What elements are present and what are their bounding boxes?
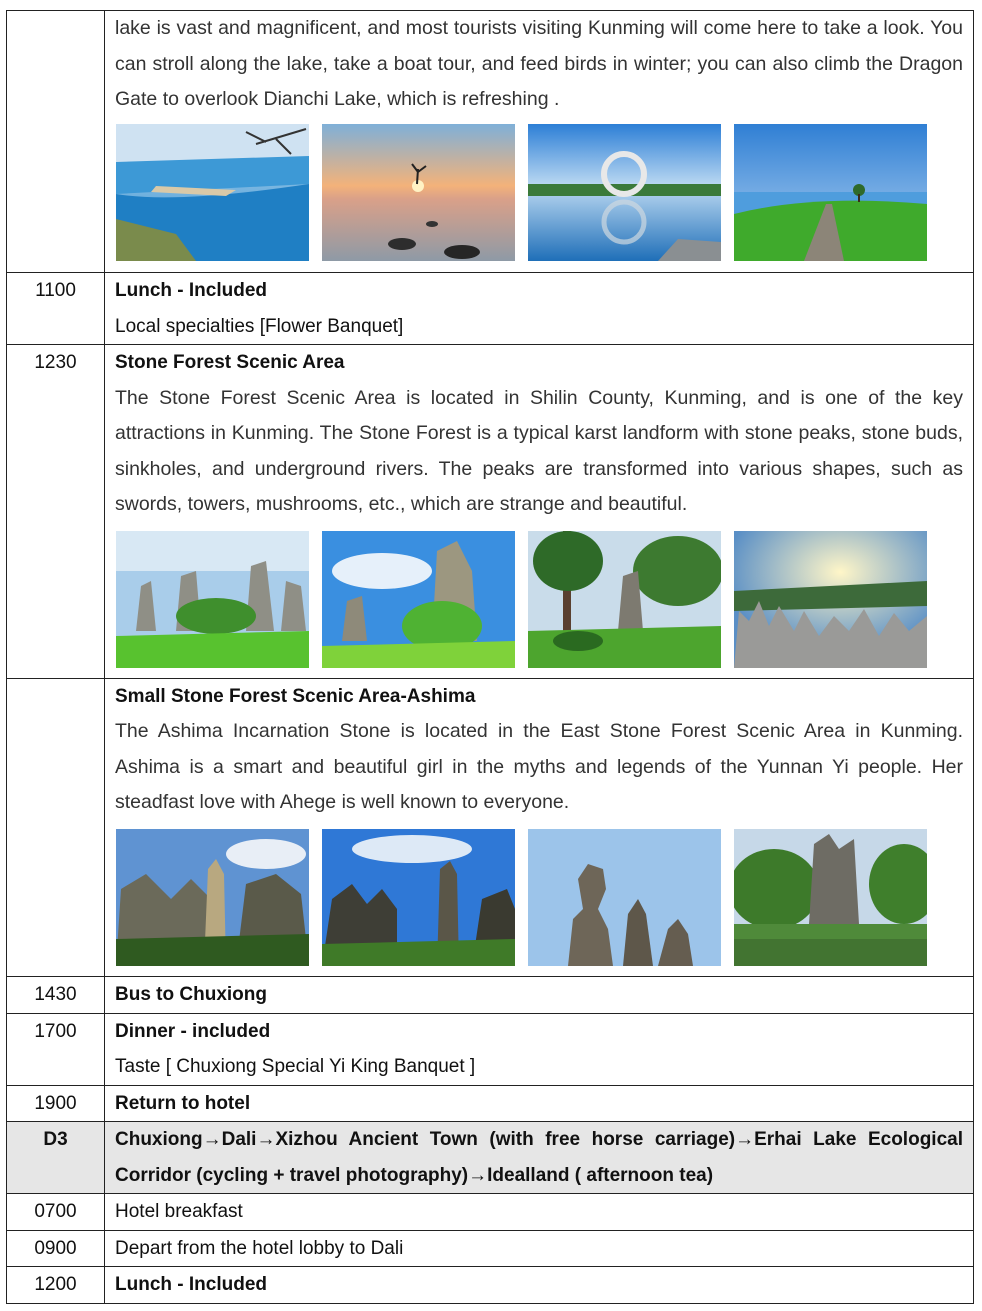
dianchi-photos [115,118,963,271]
row-title: Stone Forest Scenic Area [115,352,345,373]
content-cell [105,976,974,1013]
itinerary-table [6,10,974,1304]
time-cell: 0900 [7,1230,105,1267]
stone-forest-description: The Stone Forest Scenic Area is located in Shilin County, Kunming, and is one of the key attractions in Kunming. The Stone Forest is a typical karst landform with stone peaks, stone buds, sinkholes, and underground rivers. The peaks are transformed into various shapes, such as swords, towers, mushrooms, etc., which are strange and beautiful. [115,386,963,515]
photo-ashima-2 [322,829,515,966]
row-title: Lunch - Included [115,1274,267,1295]
photo-stone-forest-3 [528,531,721,668]
row-stone-forest [7,345,974,679]
row-lunch-1200 [7,1267,974,1304]
photo-stone-forest-4 [734,531,927,668]
row-title: Bus to Chuxiong [115,983,267,1005]
time-cell: 1900 [7,1085,105,1122]
photo-ashima-4 [734,829,927,966]
time-cell: 1430 [7,976,105,1013]
content-cell [105,11,974,273]
row-title: Lunch - Included [115,280,267,301]
row-title: Return to hotel [115,1092,251,1114]
content-cell [105,1085,974,1122]
content-cell [105,1230,974,1267]
row-dianchi-lake [7,11,974,273]
stone-forest-photos [115,523,963,678]
photo-stone-forest-2 [322,531,515,668]
time-cell: 1230 [7,345,105,679]
photo-lake-aerial [116,124,309,261]
photo-stone-forest-1 [116,531,309,668]
row-return-1900 [7,1085,974,1122]
time-cell: 1700 [7,1013,105,1085]
row-bus-1430 [7,976,974,1013]
ashima-photos [115,821,963,976]
photo-lake-ring [528,124,721,261]
row-dinner-1700 [7,1013,974,1085]
content-cell [105,345,974,679]
row-title: Small Stone Forest Scenic Area-Ashima [115,685,476,707]
time-cell [7,678,105,976]
day-route: Chuxiong→Dali→Xizhou Ancient Town (with free horse carriage)→Erhai Lake Ecological Corridor (cycling + travel photography)→Idealland ( afternoon tea) [115,1129,963,1186]
content-cell [105,678,974,976]
row-title: Dinner - included [115,1020,271,1042]
photo-ashima-3 [528,829,721,966]
row-lunch-1100 [7,273,974,345]
photo-lake-path [734,124,927,261]
row-depart-0900 [7,1230,974,1267]
time-cell: 1100 [7,273,105,345]
content-cell [105,273,974,345]
ashima-description: The Ashima Incarnation Stone is located in the East Stone Forest Scenic Area in Kunming. Ashima is a smart and beautiful girl in the myths and legends of the Yunnan Yi people. Her steadfast love with Ahege is well known to everyone. [115,720,963,813]
row-day-3 [7,1122,974,1194]
day-label: D3 [7,1122,105,1194]
row-title: Depart from the hotel lobby to Dali [115,1237,404,1259]
dianchi-description: lake is vast and magnificent, and most tourists visiting Kunming will come here to take a look. You can stroll along the lake, take a boat tour, and feed birds in winter; you can also climb the Dragon Gate to overlook Dianchi Lake, which is refreshing . [115,17,963,110]
row-small-stone-forest [7,678,974,976]
content-cell [105,1194,974,1231]
time-cell: 0700 [7,1194,105,1231]
content-cell [105,1267,974,1304]
row-breakfast-0700 [7,1194,974,1231]
content-cell [105,1013,974,1085]
row-title: Hotel breakfast [115,1201,243,1222]
row-note: Local specialties [Flower Banquet] [115,315,404,337]
photo-ashima-1 [116,829,309,966]
content-cell [105,1122,974,1194]
time-cell: 1200 [7,1267,105,1304]
time-cell [7,11,105,273]
photo-lake-sunset [322,124,515,261]
row-note: Taste [ Chuxiong Special Yi King Banquet ] [115,1056,476,1077]
